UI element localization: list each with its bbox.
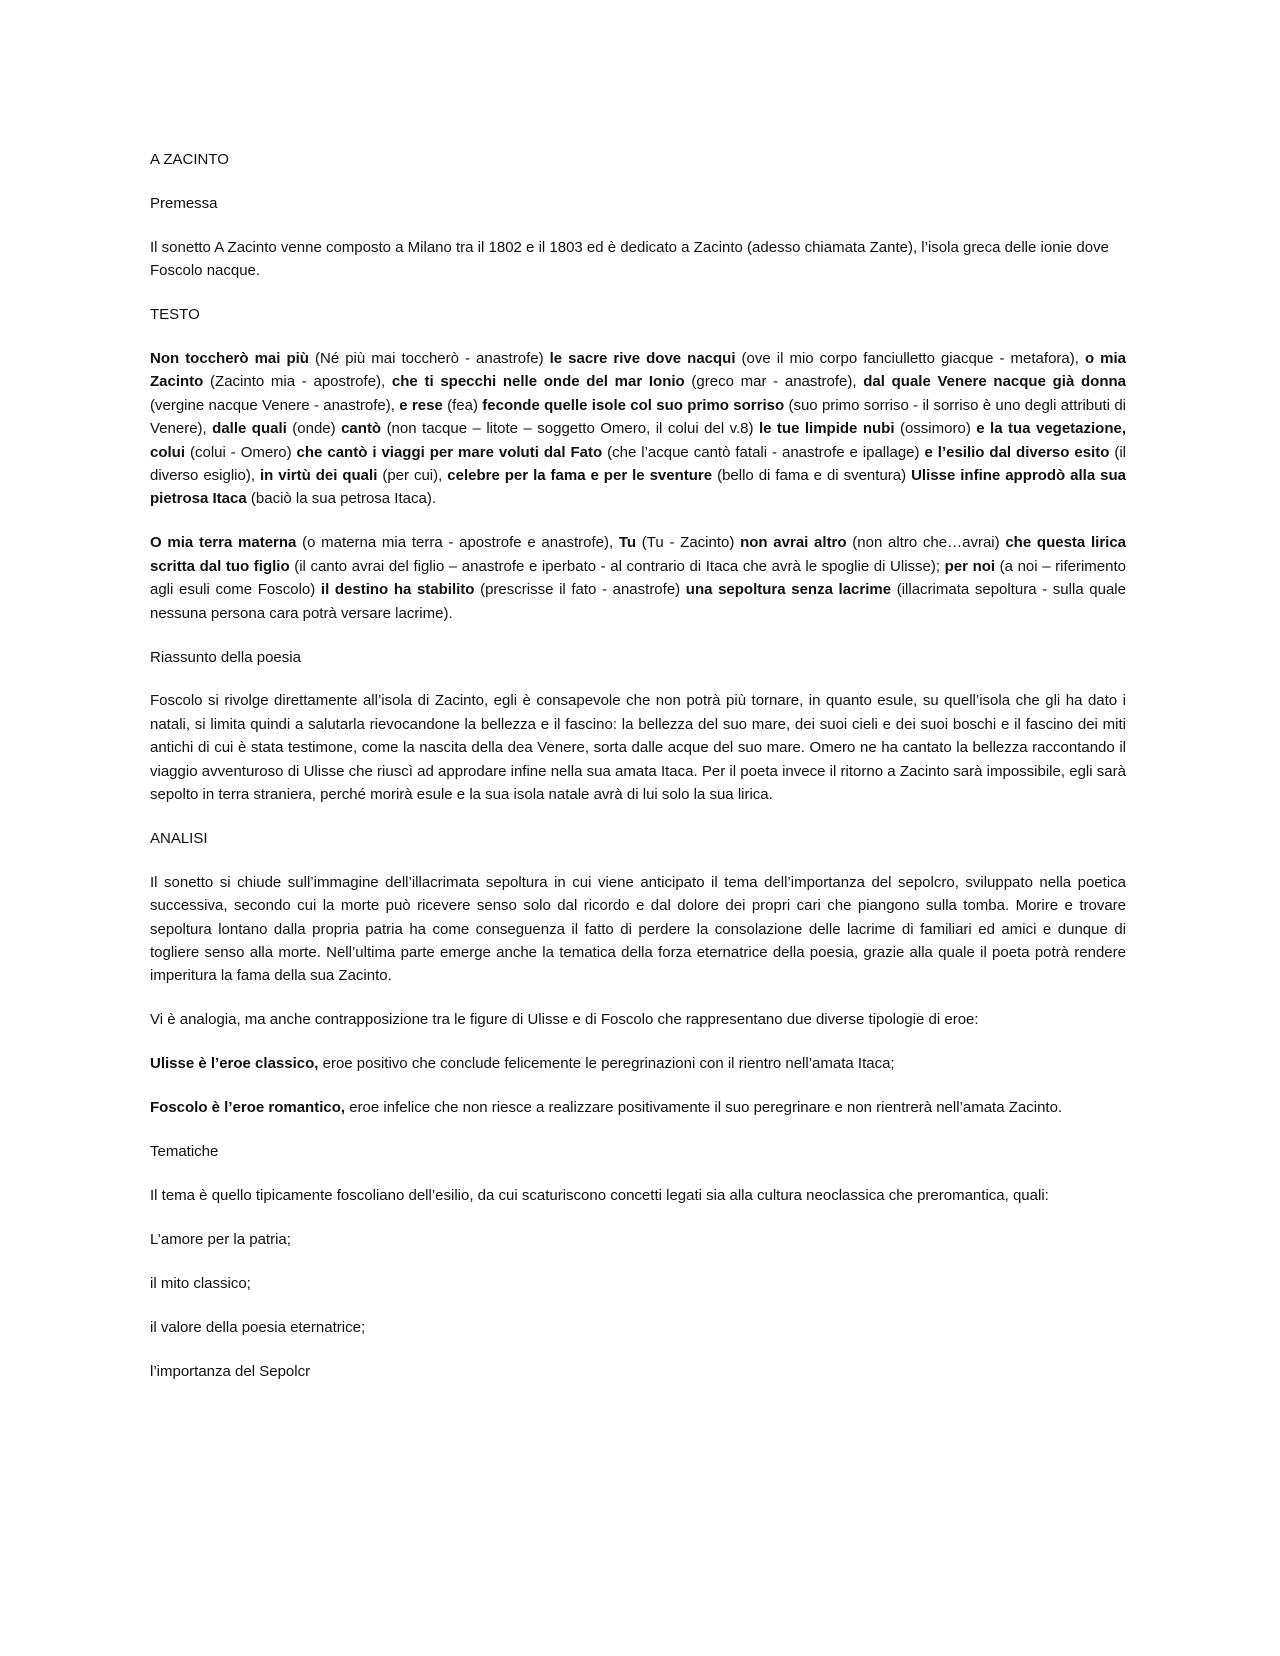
text-run: (fea) [442,396,483,414]
riassunto-paragraph: Foscolo si rivolge direttamente all’isola di Zacinto, egli è consapevole che non potrà più tornare, in quanto esule, su quell’isola che gli ha dato i natali, si limita quindi a salutarla rievocandone la bellezza e il fascino: la bellezza del suo mare, dei suoi cieli e dei suoi boschi e il fascino dei miti antichi di cui è stata testimone, come la nascita della dea Venere, sorta dalle acque del suo mare. Omero ne ha cantato la bellezza raccontando il viaggio avventuroso di Ulisse che riuscì ad approdare infine nella sua amata Itaca. Per il poeta invece il ritorno a Zacinto sarà impossibile, egli sarà sepolto in terra straniera, perché morirà esule e la sua isola natale avrà di lui solo la sua lirica. [150,692,1126,804]
list-item: L’amore per la patria; [150,1230,291,1248]
list-item: il valore della poesia eternatrice; [150,1318,366,1336]
bold-text-run: le tue limpide nubi [758,420,895,438]
text-run: (baciò la sua petrosa Itaca). [246,490,436,508]
text-run: (non tacque – litote – soggetto Omero, il colui del v.8) [381,420,759,438]
bold-text-run: e l’esilio dal diverso esito [924,443,1110,461]
text-run: (o materna mia terra - apostrofe e anastrofe), [296,534,619,552]
document-title: A ZACINTO [150,151,229,168]
bold-text-run: le sacre rive dove nacqui [549,350,736,368]
text-run: (che l’acque cantò fatali - anastrofe e ipallage) [602,443,925,461]
text-run: (il diverso esiglio), [150,443,1127,485]
testo-paragraph-1 [150,347,1126,511]
list-item: il mito classico; [150,1274,251,1292]
bold-text-run: che ti specchi nelle onde del mar Ionio [391,373,685,391]
bold-text-run: Ulisse infine approdò alla sua pietrosa Itaca [150,467,1126,508]
analisi-paragraph: Il sonetto si chiude sull’immagine dell’illacrimata sepoltura in cui viene anticipato il tema dell’importanza del sepolcro, sviluppato nella poetica successiva, secondo cui la morte può ricevere senso solo dal ricordo e dal dolore dei propri cari che piangono sulla tomba. Morire e trovare sepoltura lontano dalla propria patria ha come conseguenza il fatto di perdere la consolazione delle lacrime di familiari ed amici e dunque di togliere senso alla morte. Nell’ultima parte emerge anche la tematica della forza eternatrice della poesia, grazie alla quale il poeta potrà rendere imperitura la fama della sua Zacinto. [150,873,1126,985]
bold-text-run: cantò [341,420,382,438]
bold-text-run: in virtù dei quali [259,467,378,485]
text-run: (colui - Omero) [185,443,297,461]
text-run: (Tu - Zacinto) [636,534,741,552]
text-run: (ossimoro) [894,420,977,438]
bold-text-run: il destino ha stabilito [320,581,475,599]
ulisse-paragraph [150,1052,1126,1075]
bold-text-run: Tu [618,534,637,552]
text-run: (bello di fama e di sventura) [712,467,912,485]
foscolo-paragraph [150,1096,1126,1119]
testo-paragraph-2 [150,531,1126,625]
text-run: (onde) [286,420,342,438]
bold-text-run: o mia Zacinto [150,350,1126,391]
text-run: (non altro che…avrai) [846,534,1006,552]
tematiche-paragraph: Il tema è quello tipicamente foscoliano dell’esilio, da cui scaturiscono concetti legati sia alla cultura neoclassica che preromantica, quali: [150,1187,1049,1204]
analogia-paragraph: Vi è analogia, ma anche contrapposizione tra le figure di Ulisse e di Foscolo che rappresentano due diverse tipologie di eroe: [150,1011,979,1029]
premessa-heading: Premessa [150,194,218,212]
riassunto-heading: Riassunto della poesia [150,648,301,666]
ulisse-text: eroe positivo che conclude felicemente le peregrinazioni con il rientro nell’amata Itaca; [318,1055,895,1073]
bold-text-run: dalle quali [212,420,287,438]
premessa-paragraph: Il sonetto A Zacinto venne composto a Milano tra il 1802 e il 1803 ed è dedicato a Zacinto (adesso chiamata Zante), l’isola greca delle ionie dove Foscolo nacque. [150,238,1109,280]
text-run: (per cui), [377,467,448,485]
list-item: l’importanza del Sepolcr [150,1362,311,1380]
text-run: (prescrisse il fato - anastrofe) [474,581,686,599]
bold-text-run: dal quale Venere nacque già donna [863,373,1126,391]
analisi-heading: ANALISI [150,829,208,847]
bold-text-run: celebre per la fama e per le sventure [447,467,713,485]
testo-heading: TESTO [150,306,200,324]
bold-text-run: Non toccherò mai più [150,350,309,368]
text-run: (Né più mai toccherò - anastrofe) [308,350,550,368]
bold-text-run: O mia terra materna [150,534,297,552]
bold-text-run: per noi [944,557,996,575]
bold-text-run: una sepoltura senza lacrime [685,581,892,599]
document-page [150,148,1126,1404]
text-run: (vergine nacque Venere - anastrofe), [150,396,400,414]
bold-text-run: e rese [399,396,443,414]
text-run: (illacrimata sepoltura - sulla quale nessuna persona cara potrà versare lacrime). [150,581,1126,622]
ulisse-bold-text: Ulisse è l’eroe classico, [150,1055,319,1073]
bold-text-run: e la tua vegetazione, colui [150,420,1127,461]
bold-text-run: che cantò i viaggi per mare voluti dal Fato [296,443,603,461]
bold-text-run: feconde quelle isole col suo primo sorriso [482,396,785,414]
text-run: (Zacinto mia - apostrofe), [203,373,392,391]
text-run: (greco mar - anastrofe), [684,373,864,391]
foscolo-bold-text: Foscolo è l’eroe romantico, [150,1099,346,1117]
bold-text-run: che questa lirica scritta dal tuo figlio [150,534,1127,575]
text-run: (ove il mio corpo fanciulletto giacque - metafora), [735,350,1085,368]
tematiche-heading: Tematiche [150,1143,219,1161]
foscolo-text: eroe infelice che non riesce a realizzare positivamente il suo peregrinare e non rientrerà nell’amata Zacinto. [345,1099,1063,1117]
bold-text-run: non avrai altro [740,534,847,552]
text-run: (a noi – riferimento agli esuli come Foscolo) [150,557,1126,599]
text-run: (suo primo sorriso - il sorriso è uno degli attributi di Venere), [150,396,1126,438]
text-run: (il canto avrai del figlio – anastrofe e iperbato - al contrario di Itaca che avrà le spoglie di Ulisse); [289,557,945,575]
